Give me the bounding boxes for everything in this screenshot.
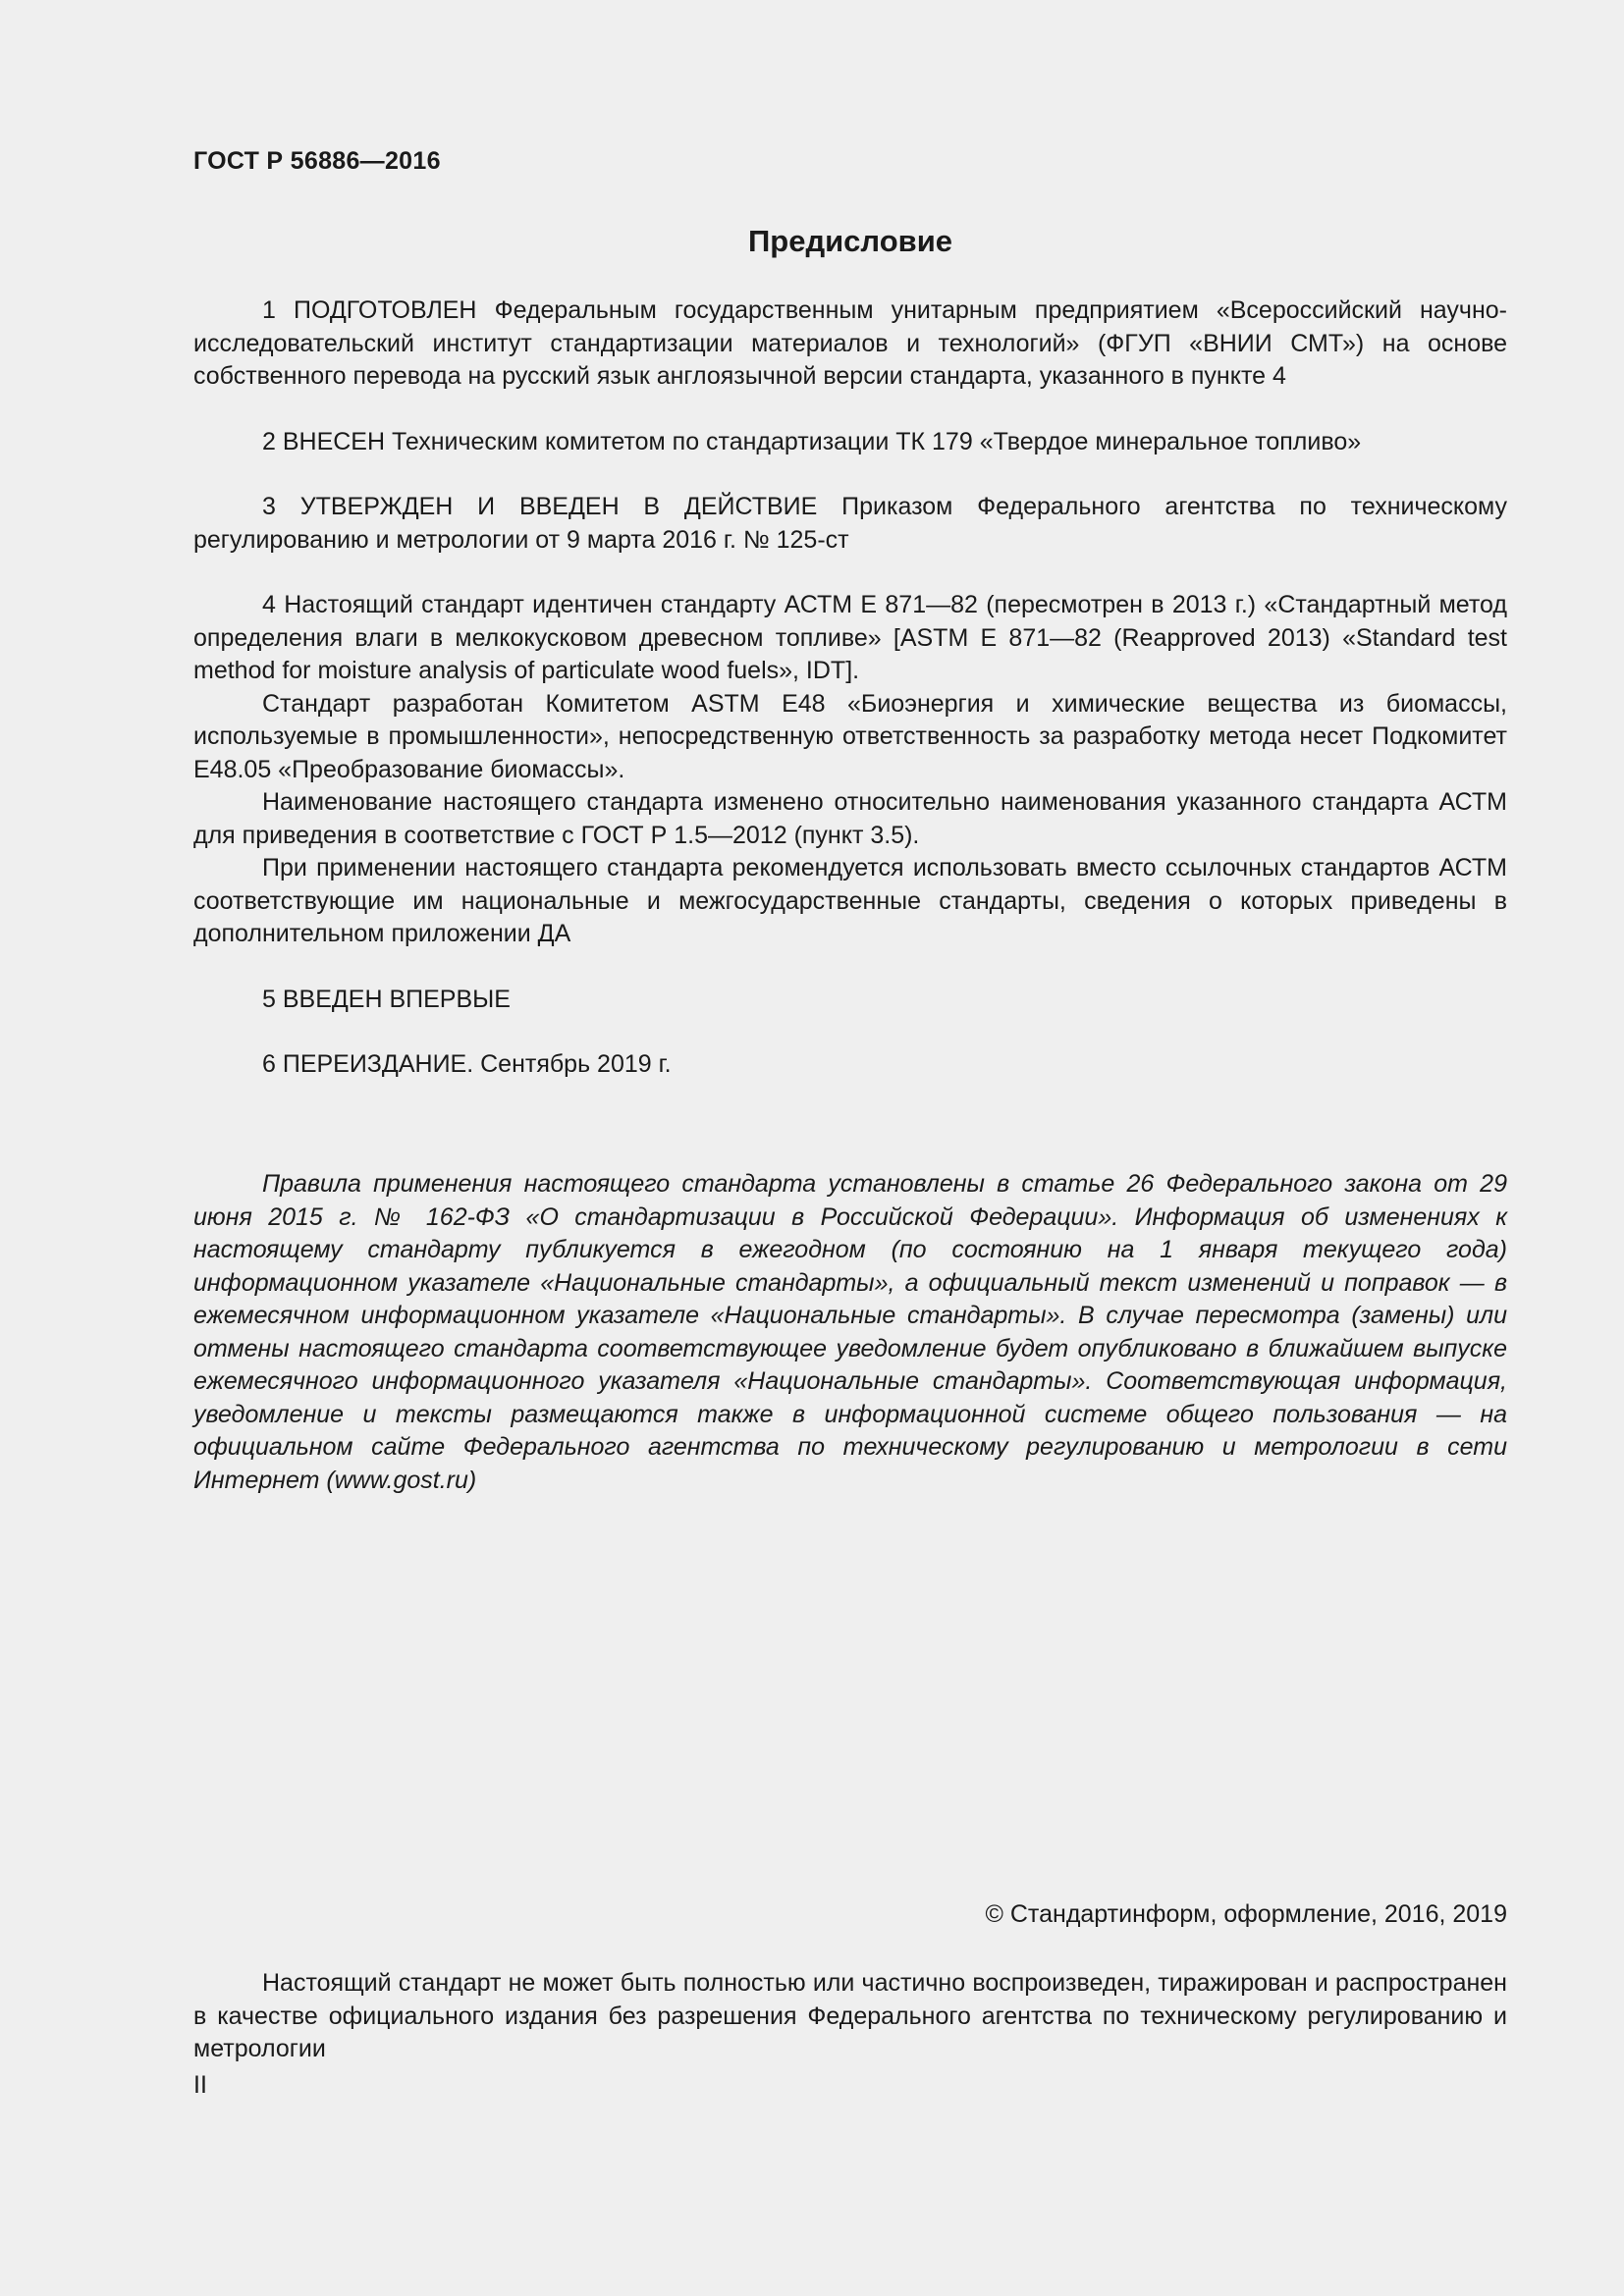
document-code: ГОСТ Р 56886—2016 [193,147,441,175]
page-number: II [193,2071,207,2099]
copyright-line: © Стандартинформ, оформление, 2016, 2019 [985,1900,1507,1928]
foreword-body [193,294,1507,1082]
rules-note: Правила применения настоящего стандарта установлены в статье 26 Федерального закона от 29 июня 2015 г. № 162-ФЗ «О стандартизации в Российской Федерации». Информация об изменениях к настоящему стандарту публикуется в ежегодном (по состоянию на 1 января текущего года) информационном указателе «Национальные стандарты», а официальный текст изменений и поправок — в ежемесячном информационном указателе «Национальные стандарты». В случае пересмотра (замены) или отмены настоящего стандарта соответствующее уведомление будет опубликовано в ближайшем выпуске ежемесячного информационного указателя «Национальные стандарты». Соответствующая информация, уведомление и тексты размещаются также в информационной системе общего пользования — на официальном сайте Федерального агентства по техническому регулированию и метрологии в сети Интернет (www.gost.ru) [193,1170,1507,1494]
paragraph-4: 4 Настоящий стандарт идентичен стандарту АСТМ Е 871—82 (пересмотрен в 2013 г.) «Стандартный метод определения влаги в мелкокусковом древесном топливе» [ASTM E 871—82 (Reapproved 2013) «Standard test method for moisture analysis of particulate wood fuels», IDT]. [193,591,1507,684]
paragraph-4c: Наименование настоящего стандарта изменено относительно наименования указанного стандарта АСТМ для приведения в соответствие с ГОСТ Р 1.5—2012 (пункт 3.5). [193,788,1507,849]
paragraph-3: 3 УТВЕРЖДЕН И ВВЕДЕН В ДЕЙСТВИЕ Приказом Федерального агентства по техническому регулированию и метрологии от 9 марта 2016 г. № 125-ст [193,493,1507,554]
paragraph-1: 1 ПОДГОТОВЛЕН Федеральным государственным унитарным предприятием «Всероссийский научно-исследовательский институт стандартизации материалов и технологий» (ФГУП «ВНИИ СМТ») на основе собственного перевода на русский язык англоязычной версии стандарта, указанного в пункте 4 [193,296,1507,390]
paragraph-5: 5 ВВЕДЕН ВПЕРВЫЕ [262,985,511,1013]
page-title: Предисловие [747,224,952,258]
paragraph-6: 6 ПЕРЕИЗДАНИЕ. Сентябрь 2019 г. [262,1050,672,1078]
paragraph-4b: Стандарт разработан Комитетом ASTM E48 «Биоэнергия и химические вещества из биомассы, используемые в промышленности», непосредственную ответственность за разработку метода несет Подкомитет E48.05 «Преобразование биомассы». [193,689,1507,783]
paragraph-4d: При применении настоящего стандарта рекомендуется использовать вместо ссылочных стандартов АСТМ соответствующие им национальные и межгосударственные стандарты, сведения о которых приведены в дополнительном приложении ДА [193,854,1507,947]
reproduction-notice: Настоящий стандарт не может быть полностью или частично воспроизведен, тиражирован и распространен в качестве официального издания без разрешения Федерального агентства по техническому регулированию и метрологии [193,1969,1507,2062]
paragraph-2: 2 ВНЕСЕН Техническим комитетом по стандартизации ТК 179 «Твердое минеральное топливо» [262,427,1362,455]
